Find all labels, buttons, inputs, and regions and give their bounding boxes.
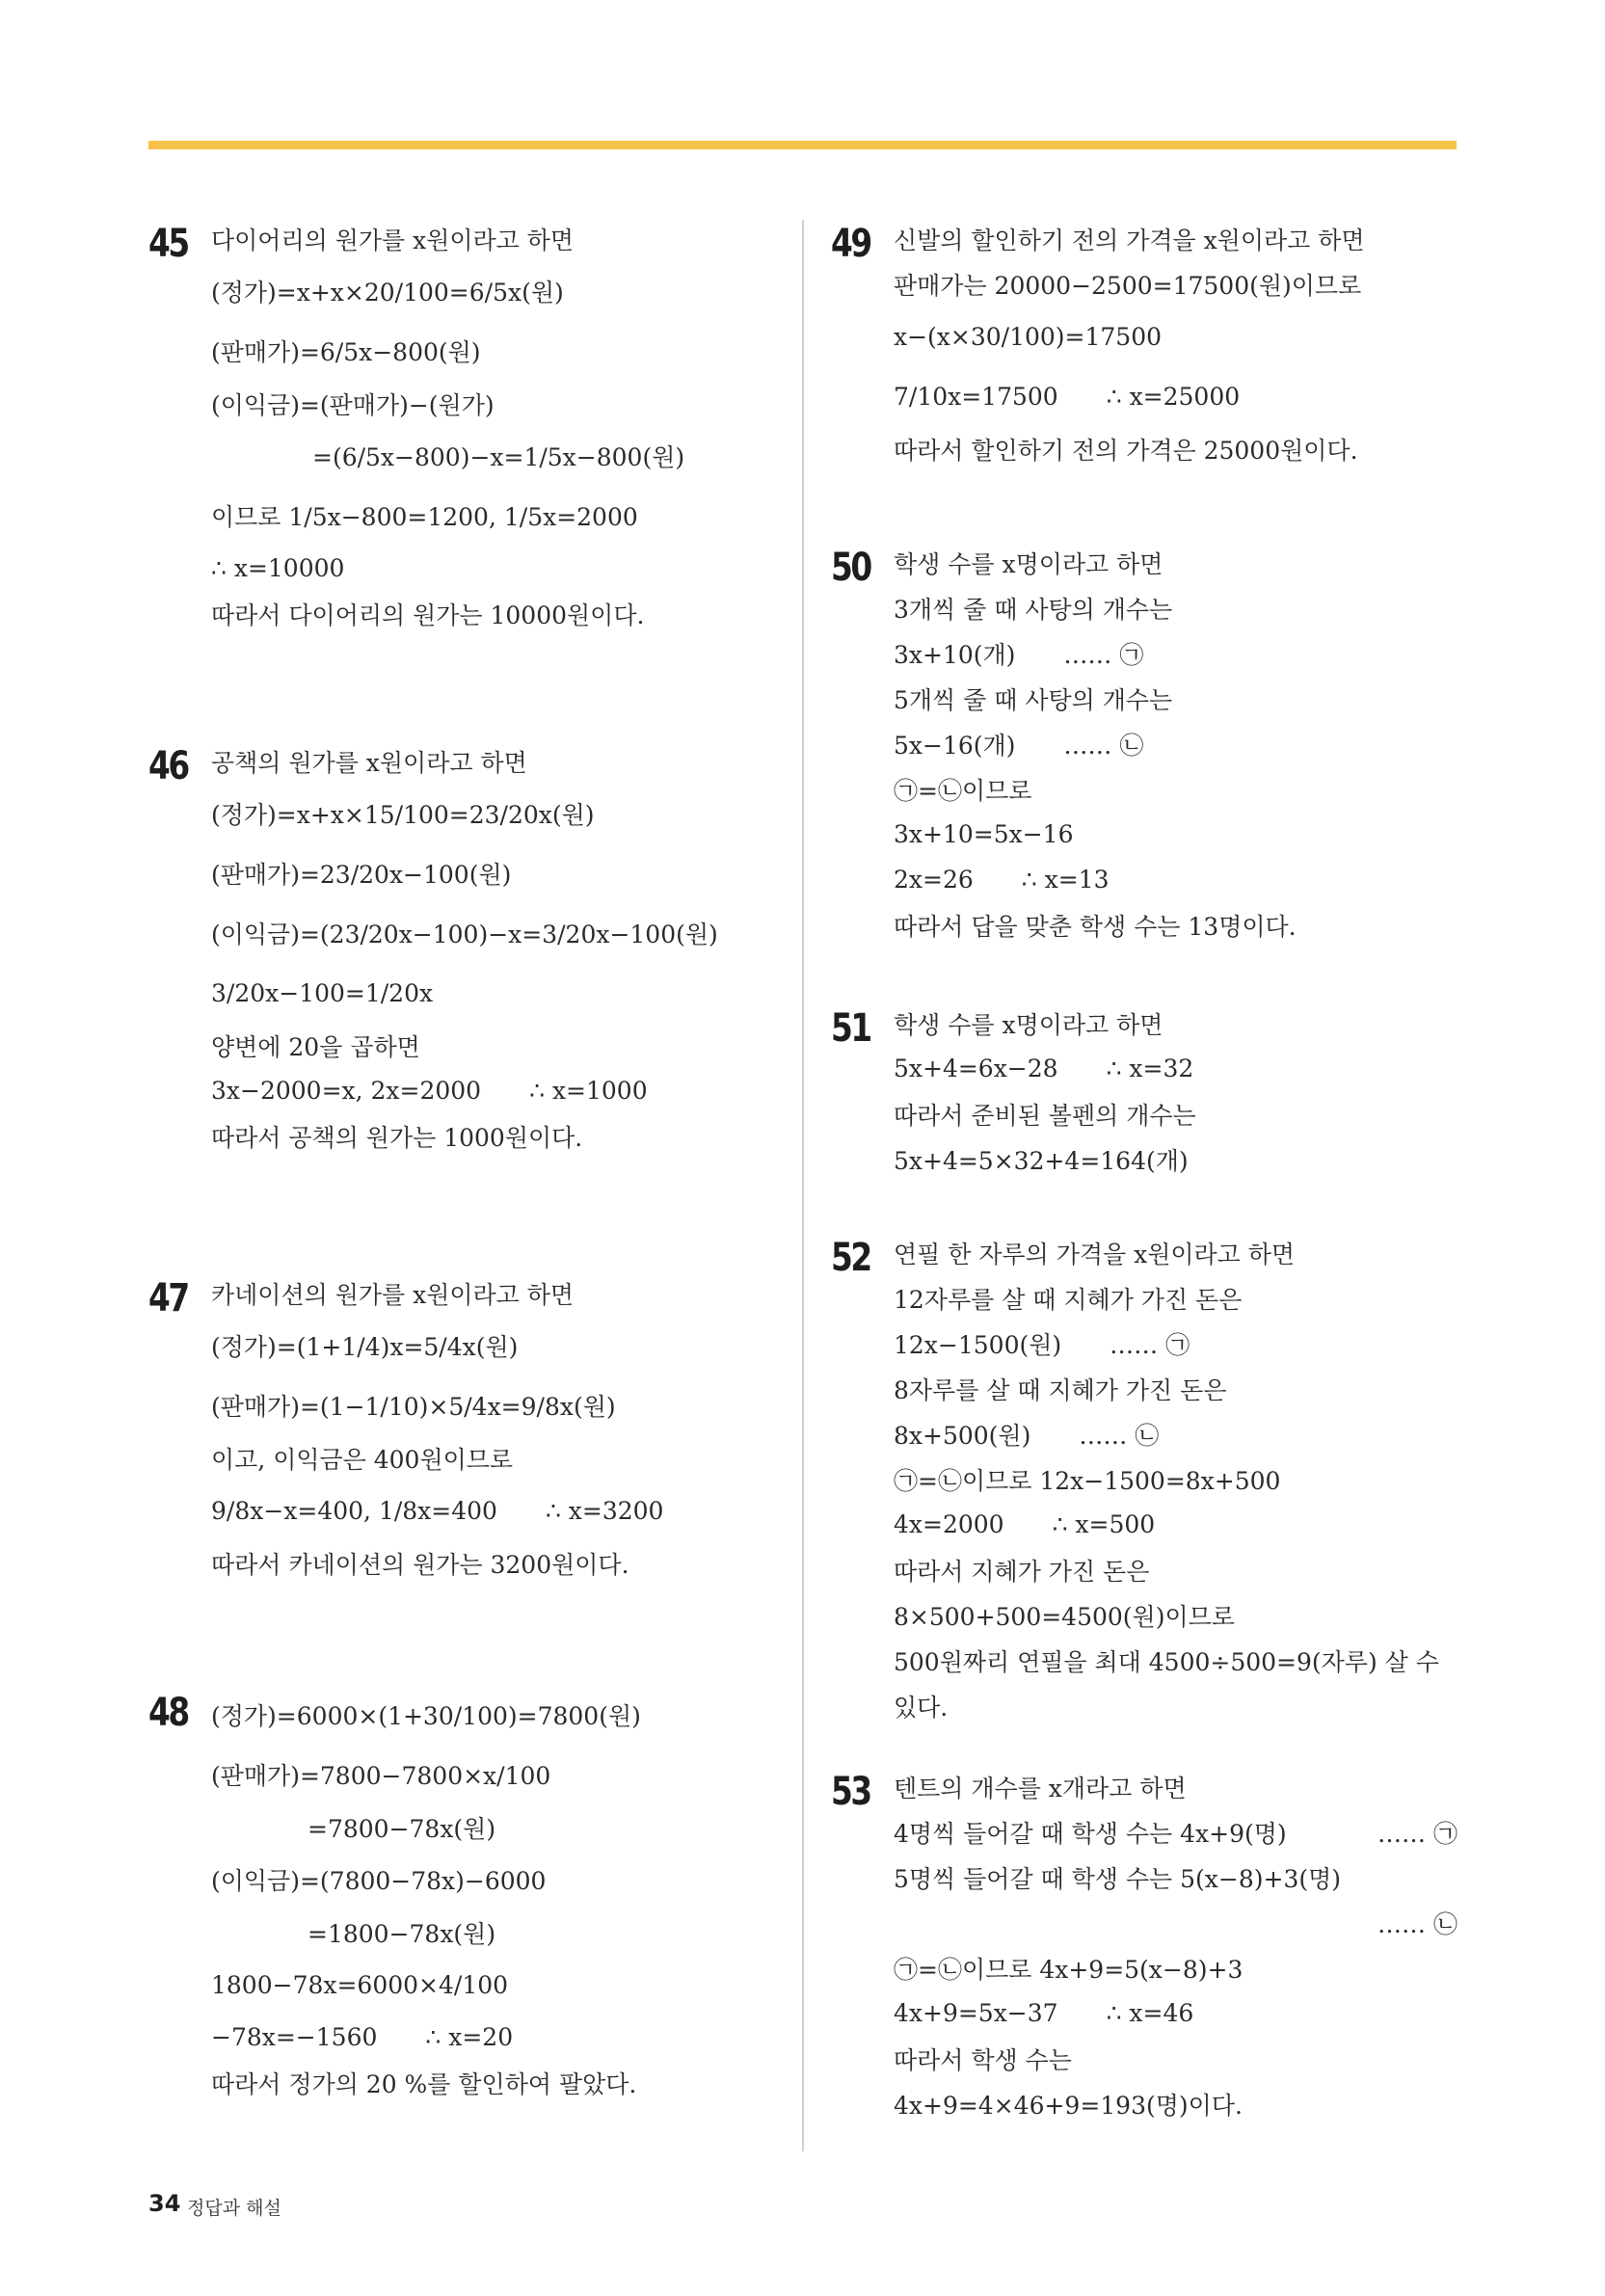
solution-line: (정가)=(1+1/4)x=5/4x(원) xyxy=(211,1333,519,1361)
solution-line: 따라서 정가의 20 %를 할인하여 팔았다. xyxy=(211,2069,637,2098)
solution-line: 3개씩 줄 때 사탕의 개수는 xyxy=(894,595,1173,624)
solution-line: 있다. xyxy=(894,1693,949,1722)
solution-line: 7/10x=17500 xyxy=(894,382,1058,411)
solution-line: ∴ x=13 xyxy=(1021,866,1110,894)
solution-line: 3/20x−100=1/20x xyxy=(211,978,434,1007)
solution-line: 2x=26 xyxy=(894,866,974,894)
column-divider xyxy=(802,220,804,2151)
solution-line: (정가)=6000×(1+30/100)=7800(원) xyxy=(211,1702,641,1730)
solution-line: 1800−78x=6000×4/100 xyxy=(211,1970,509,1999)
solution-line: (판매가)=6/5x−800(원) xyxy=(211,338,481,366)
solution-line: ㉠=㉡이므로 12x−1500=8x+500 xyxy=(894,1466,1281,1495)
solution-line: ∴ x=46 xyxy=(1106,1999,1194,2027)
solution-line: 4x=2000 xyxy=(894,1510,1004,1538)
solution-line: =1800−78x(원) xyxy=(308,1919,496,1948)
solution-body xyxy=(894,1230,1458,1728)
solution-line: 8×500+500=4500(원)이므로 xyxy=(894,1602,1235,1631)
solution-line: ∴ x=1000 xyxy=(529,1077,648,1105)
solution-line: ∴ x=20 xyxy=(425,2023,514,2051)
solution-line: (판매가)=23/20x−100(원) xyxy=(211,861,512,889)
solution-line: ∴ x=500 xyxy=(1052,1510,1156,1538)
solution-line: (정가)=x+x×15/100=23/20x(원) xyxy=(211,801,595,829)
solution-line: −78x=−1560 xyxy=(211,2023,378,2051)
solution-line: ㉠=㉡이므로 xyxy=(894,776,1032,805)
problem-number: 46 xyxy=(148,744,188,788)
solution-line: ㉠=㉡이므로 4x+9=5(x−8)+3 xyxy=(894,1955,1244,1984)
solution-line: 5x+4=5×32+4=164(개) xyxy=(894,1146,1189,1175)
solution-line: 카네이션의 원가를 x원이라고 하면 xyxy=(211,1280,575,1309)
page-number: 34 xyxy=(148,2190,181,2217)
solution-line: 양변에 20을 곱하면 xyxy=(211,1032,420,1061)
solution-body xyxy=(894,216,1458,471)
solution-line: 3x−2000=x, 2x=2000 xyxy=(211,1077,482,1105)
solution-line: 판매가는 20000−2500=17500(원)이므로 xyxy=(894,271,1362,300)
solution-line: 5개씩 줄 때 사탕의 개수는 xyxy=(894,685,1173,714)
solution-line: 따라서 할인하기 전의 가격은 25000원이다. xyxy=(894,436,1358,465)
problem-number: 50 xyxy=(831,546,870,590)
equation-marker: …… ㉡ xyxy=(1378,1909,1458,1938)
solution-body xyxy=(211,738,785,1159)
solution-line: x−(x×30/100)=17500 xyxy=(894,322,1163,351)
solution-line: 텐트의 개수를 x개라고 하면 xyxy=(894,1774,1187,1802)
solution-line: 8x+500(원) xyxy=(894,1421,1031,1450)
equation-marker: …… ㉡ xyxy=(1063,731,1144,760)
solution-line: 5x−16(개) xyxy=(894,731,1016,760)
solution-line: (이익금)=(23/20x−100)−x=3/20x−100(원) xyxy=(211,921,718,948)
solution-line: 따라서 공책의 원가는 1000원이다. xyxy=(211,1123,583,1152)
solution-line: =7800−78x(원) xyxy=(308,1814,496,1843)
solution-line: ∴ x=32 xyxy=(1106,1055,1194,1082)
solution-body xyxy=(211,216,785,636)
solution-line: ∴ x=10000 xyxy=(211,554,345,582)
solution-line: (판매가)=7800−7800×x/100 xyxy=(211,1762,551,1790)
solution-line: 12x−1500(원) xyxy=(894,1330,1062,1359)
problem-number: 45 xyxy=(148,222,188,266)
solution-body xyxy=(894,1001,1458,1182)
problem-number: 51 xyxy=(831,1006,870,1051)
solution-line: 따라서 카네이션의 원가는 3200원이다. xyxy=(211,1550,629,1579)
problem-number: 53 xyxy=(831,1770,870,1814)
solution-line: (이익금)=(판매가)−(원가) xyxy=(211,390,495,419)
solution-line: 학생 수를 x명이라고 하면 xyxy=(894,1010,1164,1039)
solution-line: 이고, 이익금은 400원이므로 xyxy=(211,1445,514,1474)
solution-line: 다이어리의 원가를 x원이라고 하면 xyxy=(211,226,575,254)
problem-number: 52 xyxy=(831,1236,870,1280)
solution-line: 500원짜리 연필을 최대 4500÷500=9(자루) 살 수 xyxy=(894,1647,1439,1676)
solution-line: (판매가)=(1−1/10)×5/4x=9/8x(원) xyxy=(211,1393,616,1421)
solution-line: (정가)=x+x×20/100=6/5x(원) xyxy=(211,279,564,307)
section-label: 정답과 해설 xyxy=(187,2198,281,2219)
equation-marker: …… ㉠ xyxy=(1378,1819,1458,1848)
header-accent-bar xyxy=(148,141,1457,149)
solution-line: 4x+9=4×46+9=193(명)이다. xyxy=(894,2091,1243,2120)
solution-line: (이익금)=(7800−78x)−6000 xyxy=(211,1867,547,1895)
solution-line: ∴ x=25000 xyxy=(1106,382,1241,411)
problem-number: 49 xyxy=(831,222,870,266)
solution-line: 3x+10(개) xyxy=(894,640,1016,669)
solution-line: 3x+10=5x−16 xyxy=(894,820,1074,848)
solution-line: =(6/5x−800)−x=1/5x−800(원) xyxy=(312,443,685,471)
solution-line: 4명씩 들어갈 때 학생 수는 4x+9(명) xyxy=(894,1819,1287,1848)
solution-line: 8자루를 살 때 지혜가 가진 돈은 xyxy=(894,1375,1227,1404)
solution-line: 4x+9=5x−37 xyxy=(894,1999,1058,2027)
solution-line: 따라서 준비된 볼펜의 개수는 xyxy=(894,1101,1196,1130)
equation-marker: …… ㉠ xyxy=(1063,640,1144,669)
problem-number: 47 xyxy=(148,1276,188,1321)
solution-line: 이므로 1/5x−800=1200, 1/5x=2000 xyxy=(211,503,638,531)
solution-line: 따라서 다이어리의 원가는 10000원이다. xyxy=(211,601,645,629)
solution-line: 따라서 학생 수는 xyxy=(894,2045,1072,2074)
solution-line: ∴ x=3200 xyxy=(545,1496,664,1525)
solution-line: 12자루를 살 때 지혜가 가진 돈은 xyxy=(894,1285,1243,1314)
solution-line: 따라서 답을 맞춘 학생 수는 13명이다. xyxy=(894,912,1297,941)
solution-line: 따라서 지혜가 가진 돈은 xyxy=(894,1557,1150,1586)
solution-body xyxy=(894,540,1458,948)
equation-marker: …… ㉠ xyxy=(1110,1330,1190,1359)
solution-line: 신발의 할인하기 전의 가격을 x원이라고 하면 xyxy=(894,226,1365,254)
solution-body xyxy=(211,1685,785,2105)
solution-line: 연필 한 자루의 가격을 x원이라고 하면 xyxy=(894,1240,1296,1268)
equation-marker: …… ㉡ xyxy=(1079,1421,1160,1450)
solution-line: 공책의 원가를 x원이라고 하면 xyxy=(211,748,527,777)
solution-body xyxy=(894,1764,1458,2126)
solution-body xyxy=(211,1270,785,1586)
solution-line: 학생 수를 x명이라고 하면 xyxy=(894,549,1164,578)
solution-line: 5x+4=6x−28 xyxy=(894,1055,1058,1082)
solution-line: 5명씩 들어갈 때 학생 수는 5(x−8)+3(명) xyxy=(894,1864,1342,1893)
problem-number: 48 xyxy=(148,1691,188,1735)
solution-line: 9/8x−x=400, 1/8x=400 xyxy=(211,1496,497,1525)
